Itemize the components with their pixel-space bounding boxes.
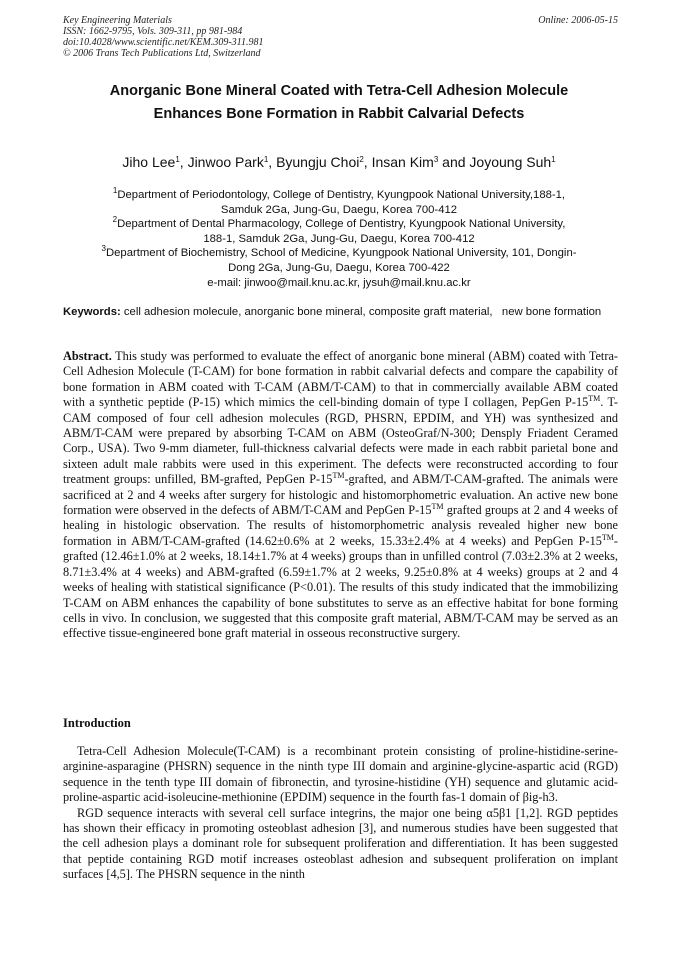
copyright-line: © 2006 Trans Tech Publications Ltd, Switzerland (63, 48, 261, 59)
affiliation-3: $^3$Department of Biochemistry, School of Medicine, Kyungpook National University, 101, Dongin- (101, 244, 577, 260)
author: Joyoung Suh$^1$ (469, 154, 556, 170)
abstract-text: This study was performed to evaluate the effect of anorganic bone mineral (ABM) coated with Tetra-Cell Adhesion Molecule (T-CAM) for bone formation in rabbit calvarial defects and compare the capability of bone formation in ABM coated with T-CAM (ABM/T-CAM) to that in commercially available ABM coated with a synthetic peptide (P-15) which mimics the cell-binding domain of type I collagen, PepGen P-15 (63, 349, 618, 410)
journal-name: Key Engineering Materials (63, 15, 172, 26)
journal-header (63, 15, 618, 59)
author: Insan Kim$^3$ and (371, 154, 470, 170)
paragraph: RGD sequence interacts with several cell surface integrins, the major one being α5β1 [1,2]. RGD peptides has shown their efficacy in promoting osteoblast adhesion [3], and numerous studies have been suggested that the cell adhesion plays a dominant role for subsequent proliferation and differentiation. It has been suggested that peptide containing RGD motif increases osteoblast adhesion and subsequent proliferation on implant surfaces [4,5]. The PHSRN sequence in the ninth (63, 805, 618, 882)
affiliation-3-address: Dong 2Ga, Jung-Gu, Daegu, Korea 700-422 (228, 261, 450, 274)
section-heading-introduction: Introduction (63, 716, 131, 730)
email-line: e-mail: jinwoo@mail.knu.ac.kr, jysuh@mail.knu.ac.kr (207, 276, 471, 289)
affiliation-2: $^2$Department of Dental Pharmacology, College of Dentistry, Kyungpook National University, (112, 215, 566, 231)
author: Jinwoo Park$^1$, (187, 154, 277, 170)
trademark: TM (588, 394, 601, 404)
title-line-1: Anorganic Bone Mineral Coated with Tetra-Cell Adhesion Molecule (109, 83, 569, 99)
abstract-text: . T-CAM composed of four cell adhesion molecules (RGD, PHSRN, EPDIM, and YH) was synthesized and ABM/T-CAM were prepared by absorbing T-CAM on ABM (OsteoGraf/N-300; Densply Friadent Ceramed Corp., USA). Two 9-mm diameter, full-thickness calvarial defects were made in each rabbit parietal bone and sixteen adult male rabbits were used in this experiment. The defects were reconstructed according to four treatment groups: unfilled, BM-grafted, PepGen P-15 (63, 395, 618, 487)
trademark: TM (601, 532, 614, 542)
trademark: TM (332, 471, 345, 481)
author: Jiho Lee$^1$, (122, 154, 188, 170)
abstract-label: Abstract. (63, 349, 112, 363)
paragraph: Tetra-Cell Adhesion Molecule(T-CAM) is a recombinant protein consisting of proline-histidine-serine-arginine-asparagine (PHSRN) sequence in the ninth type III domain and arginine-glycine-aspartic acid (RGD) sequence in the tenth type III domain of fibronectin, and tyrosine-histidine (YH) sequence and glutamic acid-proline-aspartic acid-isoleucine-methionine (EPDIM) sequence in the fourth fas-1 domain of βig-h3. (63, 744, 618, 805)
paper-title (40, 80, 638, 126)
online-date: Online: 2006-05-15 (538, 15, 618, 26)
abstract-text: -grafted (12.46±1.0% at 2 weeks, 18.14±1.7% at 4 weeks) groups than in unfilled control (7.03±2.3% at 2 weeks, 8.71±3.4% at 4 weeks) and ABM-grafted (6.59±1.7% at 2 weeks, 9.25±0.8% at 4 weeks) groups at 2 and 4 weeks of healing with statistical significance (P<0.01). The results of this study indicated that the immobilizing T-CAM on ABM enhances the capability of bone substitutes to serve as an effective habitat for bone forming cells in vivo. In conclusion, we suggested that this composite graft material, ABM/T-CAM may be served as an effective tissue-engineered bone graft material in osseous reconstructive surgery. (63, 533, 618, 641)
author-list (40, 152, 638, 172)
abstract-text: -grafted, and ABM/T-CAM-grafted. The animals were sacrificed at 2 and 4 weeks after surgery for histologic and histomorphometric evaluation. An active new bone formation were observed in the defects of ABM/T-CAM and PepGen P-15 (63, 472, 618, 518)
affiliation-1-address: Samduk 2Ga, Jung-Gu, Daegu, Korea 700-412 (220, 203, 458, 216)
trademark: TM (431, 502, 444, 512)
author: Byungju Choi$^2$, (276, 154, 372, 170)
keywords-text: cell adhesion molecule, anorganic bone mineral, composite graft material, new bone formation (120, 306, 602, 318)
abstract (63, 349, 618, 642)
affiliation-1: $^1$Department of Periodontology, College of Dentistry, Kyungpook National University,188-1, (112, 186, 566, 201)
keywords (63, 305, 618, 320)
keywords-label: Keywords: (63, 306, 121, 318)
affiliations (70, 188, 608, 290)
doi-line: doi:10.4028/www.scientific.net/KEM.309-311.981 (63, 37, 264, 48)
title-line-2: Enhances Bone Formation in Rabbit Calvarial Defects (153, 106, 525, 122)
abstract-text: grafted groups at 2 and 4 weeks of healing in histologic observation. The results of histomorphometric analysis revealed higher new bone formation in ABM/T-CAM-grafted (14.62±0.6% at 2 weeks, 15.33±2.4% at 4 weeks) and PepGen P-15 (63, 503, 618, 548)
introduction-body (63, 744, 618, 883)
issn-line: ISSN: 1662-9795, Vols. 309-311, pp 981-984 (63, 26, 243, 37)
affiliation-2-address: 188-1, Samduk 2Ga, Jung-Gu, Daegu, Korea 700-412 (203, 232, 475, 245)
